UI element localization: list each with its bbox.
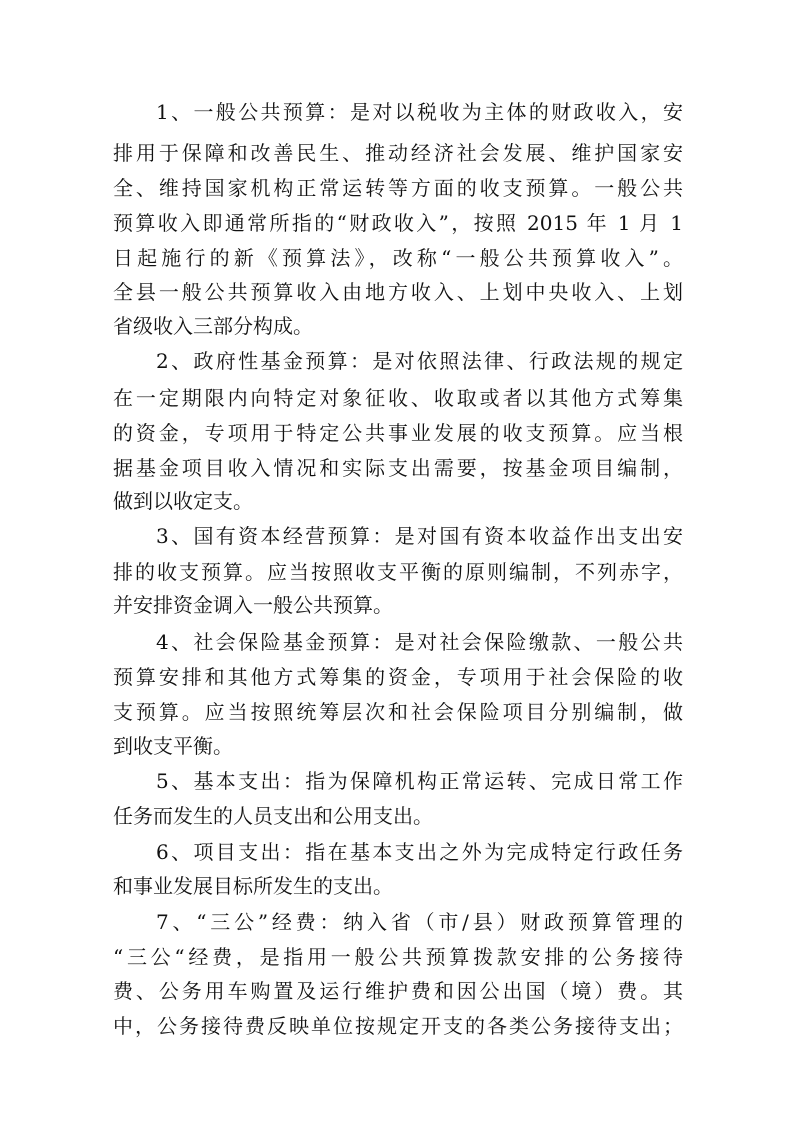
text-line: 费、公务用车购置及运行维护费和因公出国（境）费。其 [113,979,683,1003]
text-line: 预算安排和其他方式筹集的资金，专项用于社会保险的收 [113,665,683,689]
text-line: “三公“经费，是指用一般公共预算拨款安排的公务接待 [113,945,683,969]
text-line: 全、维持国家机构正常运转等方面的收支预算。一般公共 [113,176,683,200]
text-line: 2、政府性基金预算：是对依照法律、行政法规的规定 [156,349,683,373]
text-line: 的资金，专项用于特定公共事业发展的收支预算。应当根 [113,421,683,445]
text-line: 6、项目支出：指在基本支出之外为完成特定行政任务 [156,840,683,864]
text-line: 在一定期限内向特定对象征收、收取或者以其他方式筹集 [113,386,683,410]
text-line: 排用于保障和改善民生、推动经济社会发展、维护国家安 [113,141,683,165]
text-line: 3、国有资本经营预算：是对国有资本收益作出支出安 [156,524,683,548]
text-line: 预算收入即通常所指的“财政收入”，按照 2015 年 1 月 1 [113,211,683,235]
text-line: 并安排资金调入一般公共预算。 [113,593,393,617]
text-line: 到收支平衡。 [113,734,233,758]
text-line: 任务而发生的人员支出和公用支出。 [113,804,433,828]
text-line: 4、社会保险基金预算：是对社会保险缴款、一般公共 [156,630,683,654]
text-line: 日起施行的新《预算法》，改称“一般公共预算收入”。 [113,246,683,270]
text-line: 做到以收定支。 [113,489,253,513]
text-line: 1、一般公共预算：是对以税收为主体的财政收入，安 [156,100,683,124]
text-line: 排的收支预算。应当按照收支平衡的原则编制，不列赤字， [113,560,683,584]
text-line: 中，公务接待费反映单位按规定开支的各类公务接待支出； [113,1014,683,1038]
text-line: 省级收入三部分构成。 [113,314,313,338]
text-line: 据基金项目收入情况和实际支出需要，按基金项目编制， [113,456,683,480]
text-line: 支预算。应当按照统筹层次和社会保险项目分别编制，做 [113,700,683,724]
text-line: 全县一般公共预算收入由地方收入、上划中央收入、上划 [113,280,683,304]
text-line: 和事业发展目标所发生的支出。 [113,874,393,898]
text-line: 7、“三公”经费：纳入省（市/县）财政预算管理的 [156,910,683,934]
text-line: 5、基本支出：指为保障机构正常运转、完成日常工作 [156,769,683,793]
